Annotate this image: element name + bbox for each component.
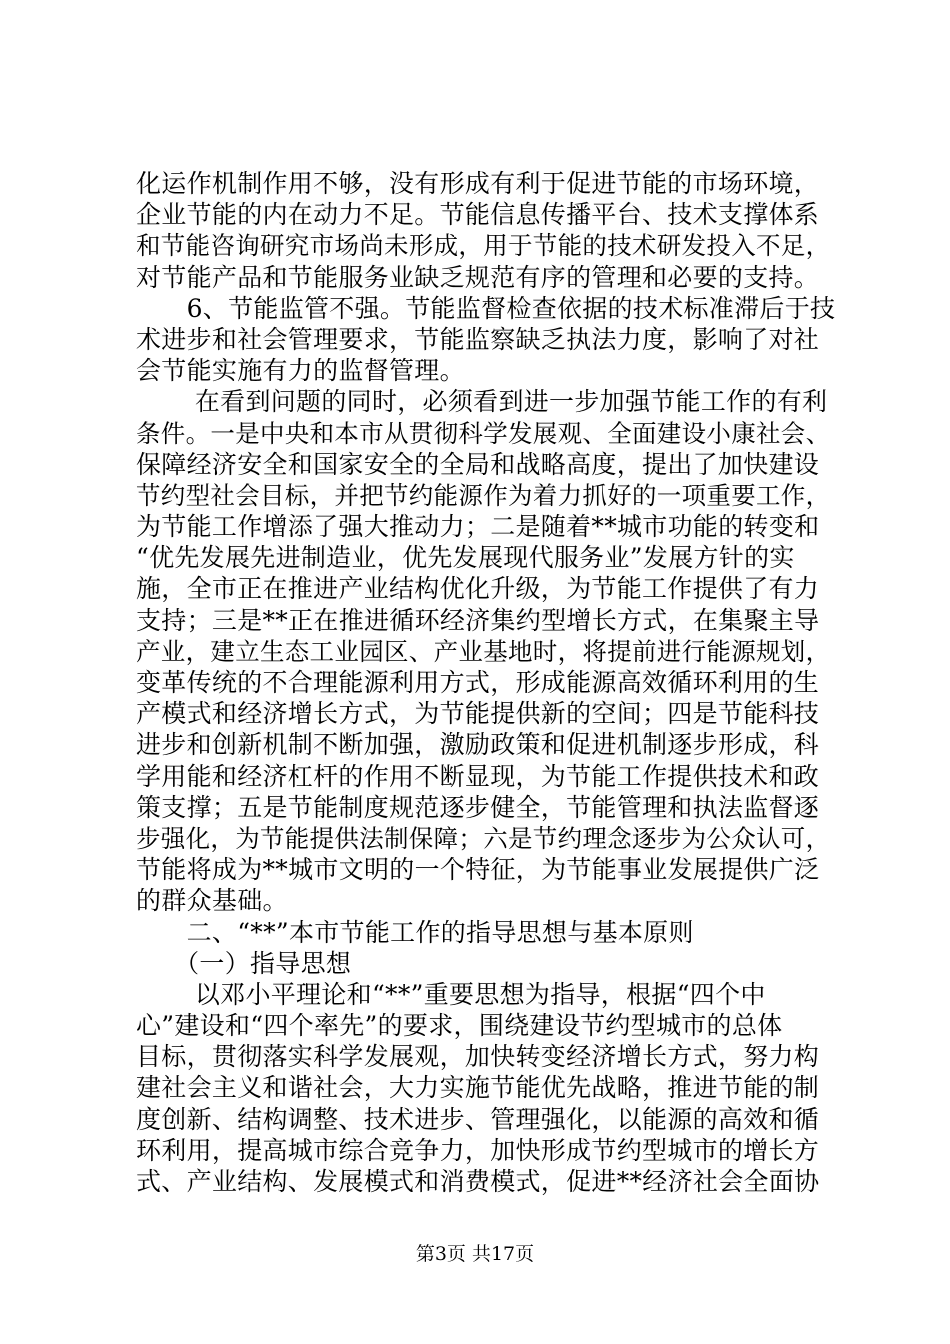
text-line: 变革传统的不合理能源利用方式，形成能源高效循环利用的生 <box>136 668 820 697</box>
text-line: 企业节能的内在动力不足。节能信息传播平台、技术支撑体系 <box>136 200 820 230</box>
text-line: 步强化，为节能提供法制保障；六是节约理念逐步为公众认可， <box>136 823 831 853</box>
page-footer: 第3页 共17页 <box>415 1243 535 1265</box>
text-line: 目标，贯彻落实科学发展观，加快转变经济增长方式，努力构 <box>136 1042 820 1072</box>
text-line: 为节能工作增添了强大推动力；二是随着**城市功能的转变和 <box>136 512 820 542</box>
text-line: 会节能实施有力的监督管理。 <box>136 356 465 386</box>
text-line: 对节能产品和节能服务业缺乏规范有序的管理和必要的支持。 <box>136 262 820 292</box>
text-line: 度创新、结构调整、技术进步、管理强化，以能源的高效和循 <box>136 1104 820 1134</box>
text-line: 支持；三是**正在推进循环经济集约型增长方式，在集聚主导 <box>136 605 820 635</box>
text-line: 建社会主义和谐社会，大力实施节能优先战略，推进节能的制 <box>136 1073 820 1103</box>
text-line: 节约型社会目标，并把节约能源作为着力抓好的一项重要工作， <box>136 480 831 510</box>
text-line: 术进步和社会管理要求，节能监察缺乏执法力度，影响了对社 <box>136 324 820 354</box>
text-line: 节能将成为**城市文明的一个特征，为节能事业发展提供广泛 <box>136 855 820 885</box>
text-line: 施，全市正在推进产业结构优化升级，为节能工作提供了有力 <box>136 574 820 604</box>
text-line: 6、节能监管不强。节能监督检查依据的技术标准滞后于技 <box>136 293 836 323</box>
text-line: 进步和创新机制不断加强，激励政策和促进机制逐步形成，科 <box>136 730 820 760</box>
text-line: 和节能咨询研究市场尚未形成，用于节能的技术研发投入不足， <box>136 231 831 261</box>
text-line: 产模式和经济增长方式，为节能提供新的空间；四是节能科技 <box>136 699 820 729</box>
document-body <box>136 168 836 1197</box>
text-line: 学用能和经济杠杆的作用不断显现，为节能工作提供技术和政 <box>136 761 820 791</box>
text-line: 环利用，提高城市综合竞争力，加快形成节约型城市的增长方 <box>136 1135 820 1165</box>
text-line: 化运作机制作用不够，没有形成有利于促进节能的市场环境， <box>136 169 820 198</box>
text-line: 以邓小平理论和“**”重要思想为指导，根据“四个中 <box>136 979 766 1009</box>
text-line: 式、产业结构、发展模式和消费模式，促进**经济社会全面协 <box>136 1167 820 1196</box>
text-line: 条件。一是中央和本市从贯彻科学发展观、全面建设小康社会、 <box>136 418 831 448</box>
text-line: （一）指导思想 <box>136 948 352 978</box>
text-line: 产业，建立生态工业园区、产业基地时，将提前进行能源规划， <box>136 636 831 666</box>
text-line: 保障经济安全和国家安全的全局和战略高度，提出了加快建设 <box>136 449 820 479</box>
text-line: 策支撑；五是节能制度规范逐步健全，节能管理和执法监督逐 <box>136 792 820 822</box>
text-line: “优先发展先进制造业，优先发展现代服务业”发展方针的实 <box>136 543 795 573</box>
text-line: 在看到问题的同时，必须看到进一步加强节能工作的有利 <box>136 387 828 417</box>
text-line: 的群众基础。 <box>136 886 288 916</box>
text-line: 心”建设和“四个率先”的要求，围绕建设节约型城市的总体 <box>136 1011 783 1041</box>
text-line: 二、“**”本市节能工作的指导思想与基本原则 <box>136 917 694 947</box>
